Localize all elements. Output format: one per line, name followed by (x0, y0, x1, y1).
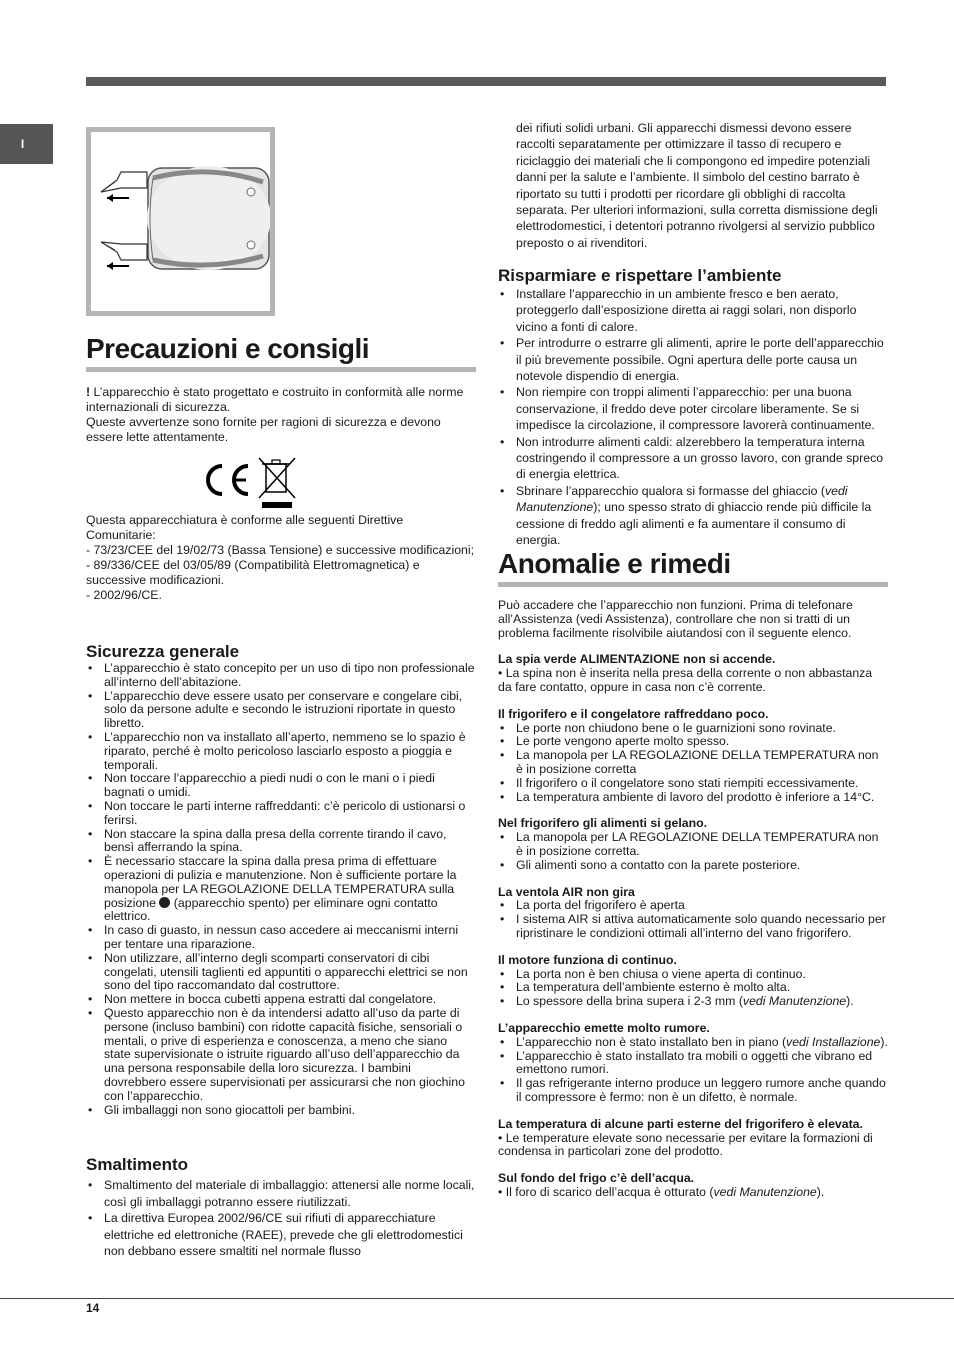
directives-block (86, 513, 476, 603)
continuation-block (498, 120, 888, 251)
problem-text: • Il foro di scarico dell’acqua è otturato (vedi Manutenzione). (498, 1184, 825, 1199)
subsection-title-risparmiare: Risparmiare e rispettare l’ambiente (498, 266, 782, 285)
directive-line: - 2002/96/CE. (86, 588, 162, 602)
list-item: • Le porte non chiudono bene o le guarnizioni sono rovinate. (498, 722, 888, 736)
list-item: • Installare l’apparecchio in un ambiente fresco e ben aerato, proteggerlo dall’esposizione diretta ai raggi solari, non disporlo vicino a fonti di calore. (498, 286, 888, 335)
list-item: • In caso di guasto, in nessun caso accedere ai meccanismi interni per tentare una riparazione. (86, 924, 476, 952)
problem-text: • Le temperature elevate sono necessarie per evitare la formazioni di condensa in particolari zone del prodotto. (498, 1130, 873, 1159)
subsection-title-smaltimento: Smaltimento (86, 1155, 189, 1174)
smaltimento-list (86, 1177, 476, 1260)
list-item: • I sistema AIR si attiva automaticamente solo quando necessario per ripristinare le condizioni ottimali all’interno del vano frigorifero. (498, 913, 888, 941)
list-item: • Per introdurre o estrarre gli alimenti, aprire le porte dell’apparecchio il più brevemente possibile. Ogni apertura delle porte causa un notevole dispendio di energia. (498, 335, 888, 384)
list-item: • La manopola per LA REGOLAZIONE DELLA TEMPERATURA non è in posizione corretta (498, 749, 888, 777)
language-tab: I (0, 124, 53, 164)
list-item: • La porta del frigorifero è aperta (498, 899, 888, 913)
list-item: • La temperatura dell’ambiente esterno è molto alta. (498, 981, 888, 995)
list-item: • Questo apparecchio non è da intendersi adatto all’uso da parte di persone (incluso bambini) con ridotte capacità fisiche, sensoriali o mentali, o prive di esperienza e conoscenza, a meno che siano state supervisionate o istruite riguardo all’uso dell’apparecchio da una persona responsabile della loro sicurezza. I bambini dovrebbero essere supervisionati per assicurarsi che non giochino con l’apparecchio. (86, 1007, 476, 1104)
left-column (86, 333, 476, 372)
list-item: • Non toccare le parti interne raffreddanti: c’è pericolo di ustionarsi o ferirsi. (86, 800, 476, 828)
list-item: • Non staccare la spina dalla presa della corrente tirando il cavo, bensì afferrando la spina. (86, 828, 476, 856)
problem-title: La ventola AIR non gira (498, 884, 635, 899)
list-item: • Le porte vengono aperte molto spesso. (498, 735, 888, 749)
sicurezza-section (86, 642, 476, 1117)
list-item: • L’apparecchio è stato installato tra mobili o oggetti che vibrano ed emettono rumori. (498, 1050, 888, 1078)
list-item: • Lo spessore della brina supera i 2-3 mm (vedi Manutenzione). (498, 995, 888, 1009)
intro-paragraph-2: Queste avvertenze sono fornite per ragioni di sicurezza e devono essere lette attentamente. (86, 415, 441, 444)
top-rule (86, 77, 886, 86)
list-item: • Non riempire con troppi alimenti l’apparecchio: per una buona conservazione, il freddo deve poter circolare liberamente. Se si impedisce la circolazione, il compressore lavorerà continuamente. (498, 384, 888, 433)
problem-list (498, 968, 888, 1009)
intro-block (86, 385, 476, 445)
directive-line: - 73/23/CEE del 19/02/73 (Bassa Tensione) e successive modificazioni; (86, 543, 475, 557)
list-item: • Il gas refrigerante interno produce un leggero rumore anche quando il compressore è fermo: non è un difetto, è normale. (498, 1077, 888, 1105)
list-item: • È necessario staccare la spina dalla presa prima di effettuare operazioni di pulizia e manutenzione. Non è sufficiente portare la manopola per LA REGOLAZIONE DELLA TEMPERATURA sulla posizione (apparecchio spento) per eliminare ogni contatto elettrico. (86, 855, 476, 924)
fridge-door-icon (91, 132, 270, 311)
problem-list (498, 722, 888, 805)
door-reversal-illustration (86, 127, 275, 316)
list-item: • Gli imballaggi non sono giocattoli per bambini. (86, 1104, 476, 1118)
ce-mark-icon (208, 466, 248, 494)
directive-line: - 89/336/CEE del 03/05/89 (Compatibilità Elettromagnetica) e successive modificazioni. (86, 558, 420, 587)
problem-title: Sul fondo del frigo c’è dell’acqua. (498, 1171, 695, 1186)
problem-text: • La spina non è inserita nella presa della corrente o non abbastanza da fare contatto, oppure in casa non c’è corrente. (498, 666, 873, 694)
list-item: • Non introdurre alimenti caldi: alzerebbero la temperatura interna costringendo il compressore a un grosso lavoro, con grande spreco di energia elettrica. (498, 434, 888, 483)
section-title-precauzioni: Precauzioni e consigli (86, 333, 476, 372)
smaltimento-section (86, 1155, 476, 1260)
list-item: • La porta non è ben chiusa o viene aperta di continuo. (498, 968, 888, 982)
page-number: 14 (86, 1301, 100, 1315)
list-item: • Non utilizzare, all’interno degli scomparti conservatori di cibi congelati, utensili taglienti ed appuntiti o apparecchi elettrici se non sono del tipo raccomandato dal costruttore. (86, 952, 476, 993)
list-item: • L’apparecchio non è stato installato ben in piano (vedi Installazione). (498, 1036, 888, 1050)
footer-rule (0, 1298, 954, 1299)
list-item: • La manopola per LA REGOLAZIONE DELLA TEMPERATURA non è in posizione corretta. (498, 831, 888, 859)
list-item: • Non toccare l’apparecchio a piedi nudi o con le mani o i piedi bagnati o umidi. (86, 772, 476, 800)
list-item: • Non mettere in bocca cubetti appena estratti dal congelatore. (86, 993, 476, 1007)
ce-marks (200, 456, 300, 515)
list-item: • La direttiva Europea 2002/96/CE sui rifiuti di apparecchiature elettriche ed elettroniche (RAEE), prevede che gli elettrodomestici non debbano essere smaltiti nel normale flusso (86, 1210, 476, 1260)
anomalie-title-block (498, 548, 888, 587)
anomalie-intro: Può accadere che l’apparecchio non funzioni. Prima di telefonare all’Assistenza (vedi Assistenza), controllare che non si tratti di un problema facilmente risolvibile aiutandosi con il seguente elenco. (498, 598, 853, 640)
list-item: • Sbrinare l’apparecchio qualora si formasse del ghiaccio (vedi Manutenzione); uno spesso strato di ghiaccio rende più difficile la cessione di freddo agli alimenti e fa aumentare il consumo di energia. (498, 483, 888, 549)
risparmiare-section (498, 266, 888, 549)
list-item: • L’apparecchio è stato concepito per un uso di tipo non professionale all’interno dell’abitazione. (86, 662, 476, 690)
problem-list (498, 899, 888, 940)
continuation-paragraph: dei rifiuti solidi urbani. Gli apparecchi dismessi devono essere raccolti separatamente per ottimizzare il tasso di recupero e riciclaggio dei materiali che li compongono ed impedire potenziali danni per la salute e l’ambiente. Il simbolo del cestino barrato è riportato su tutti i prodotti per ricordare gli obblighi di raccolta separata. Per ulteriori informazioni, sulla corretta dismissione degli elettrodomestici, i detentori potranno rivolgersi al servizio pubblico preposto o ai rivenditori. (516, 121, 878, 250)
sicurezza-list (86, 662, 476, 1117)
risparmiare-list (498, 286, 888, 549)
list-item: • Smaltimento del materiale di imballaggio: attenersi alle norme locali, così gli imballaggi potranno essere riutilizzati. (86, 1177, 476, 1210)
list-item: • L’apparecchio deve essere usato per conservare e congelare cibi, solo da persone adulte e secondo le istruzioni riportate in questo libretto. (86, 690, 476, 731)
section-title-anomalie: Anomalie e rimedi (498, 548, 888, 587)
problem-title: La temperatura di alcune parti esterne del frigorifero è elevata. (498, 1116, 863, 1131)
problem-title: Il frigorifero e il congelatore raffreddano poco. (498, 706, 769, 721)
subsection-title-sicurezza: Sicurezza generale (86, 642, 240, 661)
warning-mark: ! (86, 385, 91, 399)
problem-title: Nel frigorifero gli alimenti si gelano. (498, 816, 708, 831)
problem-title: La spia verde ALIMENTAZIONE non si accende. (498, 652, 776, 667)
intro-paragraph: ! L’apparecchio è stato progettato e costruito in conformità alle norme internazionali di sicurezza. (86, 385, 464, 414)
list-item: • Il frigorifero o il congelatore sono stati riempiti eccessivamente. (498, 777, 888, 791)
problem-title: Il motore funziona di continuo. (498, 952, 677, 967)
off-position-icon (159, 897, 170, 908)
problem-title: L’apparecchio emette molto rumore. (498, 1020, 710, 1035)
list-item: • Gli alimenti sono a contatto con la parete posteriore. (498, 859, 888, 873)
directive-line: Questa apparecchiatura è conforme alle seguenti Direttive Comunitarie: (86, 513, 404, 542)
weee-bin-icon (259, 458, 295, 508)
list-item: • La temperatura ambiente di lavoro del prodotto è inferiore a 14°C. (498, 791, 888, 805)
problem-list (498, 831, 888, 872)
list-item: • L’apparecchio non va installato all’aperto, nemmeno se lo spazio è riparato, perché è molto pericoloso lasciarlo esposto a pioggia e temporali. (86, 731, 476, 772)
anomalie-section (498, 599, 888, 1200)
problem-list (498, 1036, 888, 1105)
